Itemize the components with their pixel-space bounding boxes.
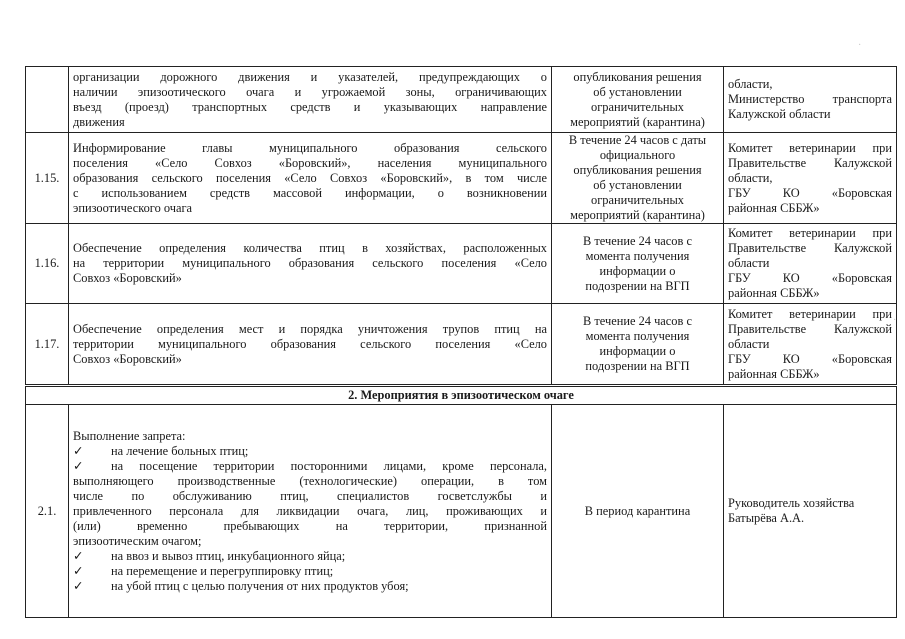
measure-description xyxy=(69,224,552,304)
prohibition-text: выполняющего производственные (технологические) операции, в том xyxy=(73,473,547,488)
measure-responsible xyxy=(724,224,897,304)
prohibition-item xyxy=(73,459,547,474)
prohibition-item xyxy=(73,519,547,534)
term-line: информации о xyxy=(599,344,676,358)
responsible-line: районная СББЖ» xyxy=(728,366,820,381)
description-line: с использованием средств массовой информации, о возникновении xyxy=(73,185,547,200)
measure-description xyxy=(69,304,552,386)
prohibition-item xyxy=(73,534,547,549)
table-row xyxy=(26,304,897,386)
checkmark-icon: ✓ xyxy=(73,458,84,473)
responsible-line: районная СББЖ» xyxy=(728,286,820,300)
responsible-line: Комитет ветеринарии при xyxy=(728,306,892,321)
measure-term xyxy=(552,224,724,304)
section-title: 2. Мероприятия в эпизоотическом очаге xyxy=(26,386,897,405)
measure-term: В период карантина xyxy=(552,405,724,618)
measure-responsible xyxy=(724,405,897,618)
prohibition-text: на перемещение и перегруппировку птиц; xyxy=(111,563,334,578)
term-line: момента получения xyxy=(585,248,690,263)
prohibition-text: (или) временно пребывающих на территории, признанной xyxy=(73,518,547,533)
description-line: Обеспечение определения мест и порядка уничтожения трупов птиц на xyxy=(73,321,547,336)
term-line: мероприятий (карантина) xyxy=(570,114,705,129)
table-row xyxy=(26,67,897,133)
row-number: 1.15. xyxy=(26,133,69,224)
row-number: 1.17. xyxy=(26,304,69,386)
measure-responsible xyxy=(724,133,897,224)
table-row xyxy=(26,224,897,304)
responsible-line: Правительстве Калужской xyxy=(728,321,892,336)
prohibition-item xyxy=(73,474,547,489)
term-line: официального xyxy=(599,148,676,162)
prohibition-text: на убой птиц с целью получения от них продуктов убоя; xyxy=(111,578,409,593)
measures-table-body xyxy=(26,67,897,618)
responsible-line: области xyxy=(728,336,770,351)
term-line: информации о xyxy=(599,263,676,278)
scan-mark: · xyxy=(858,40,862,51)
prohibition-item xyxy=(73,444,547,459)
measure-description xyxy=(69,133,552,224)
measure-term xyxy=(552,304,724,386)
responsible-line: Калужской области xyxy=(728,107,831,121)
description-line: въезд (проезд) транспортных средств и указывающих направление xyxy=(73,99,547,114)
prohibition-text: привлеченного персонала для ликвидации очага, лиц, проживающих и xyxy=(73,503,547,518)
responsible-line: районная СББЖ» xyxy=(728,200,820,215)
term-line: мероприятий (карантина) xyxy=(570,208,705,222)
measure-responsible xyxy=(724,304,897,386)
description-line: на территории муниципального образования сельского поселения «Село xyxy=(73,256,547,270)
checkmark-icon: ✓ xyxy=(73,578,84,593)
responsible-line: области xyxy=(728,256,770,270)
checkmark-icon: ✓ xyxy=(73,563,84,578)
prohibition-item xyxy=(73,579,547,594)
table-row xyxy=(26,405,897,618)
description-line: организации дорожного движения и указателей, предупреждающих о xyxy=(73,69,547,84)
prohibition-text: на посещение территории посторонними лицами, кроме персонала, xyxy=(111,458,547,473)
description-line: Информирование главы муниципального образования сельского xyxy=(73,140,547,155)
responsible-line: Комитет ветеринарии при xyxy=(728,226,892,240)
prohibition-text: на ввоз и вывоз птиц, инкубационного яйца; xyxy=(111,548,346,563)
prohibition-text: эпизоотическим очагом; xyxy=(73,533,202,548)
responsible-line: ГБУ КО «Боровская xyxy=(728,351,892,366)
description-line: поселения «Село Совхоз «Боровский», населения муниципального xyxy=(73,155,547,170)
responsible-line: области, xyxy=(728,77,773,91)
description-line: наличии эпизоотического очага и угрожаемой зоны, ограничивающих xyxy=(73,84,547,99)
description-line: образования сельского поселения «Село Совхоз «Боровский», в том числе xyxy=(73,170,547,185)
responsible-line: Правительстве Калужской xyxy=(728,155,892,170)
prohibition-item xyxy=(73,504,547,519)
term-line: опубликования решения xyxy=(573,69,702,84)
term-line: подозрении на ВГП xyxy=(585,278,690,293)
term-line: В течение 24 часов с xyxy=(583,314,692,328)
row-number: 1.16. xyxy=(26,224,69,304)
responsible-line: Батырёва А.А. xyxy=(728,511,805,525)
description-line: эпизоотического очага xyxy=(73,200,193,215)
term-line: об установлении xyxy=(593,178,682,192)
term-line: ограничительных xyxy=(591,193,684,207)
description-intro: Выполнение запрета: xyxy=(73,428,186,443)
description-line: Совхоз «Боровский» xyxy=(73,351,182,366)
responsible-line: Министерство транспорта xyxy=(728,92,892,106)
checkmark-icon: ✓ xyxy=(73,548,84,563)
description-line: движения xyxy=(73,114,125,129)
responsible-line: Правительстве Калужской xyxy=(728,241,892,255)
term-line: опубликования решения xyxy=(573,163,702,177)
term-line: В течение 24 часов с даты xyxy=(568,133,707,147)
measure-description xyxy=(69,67,552,133)
responsible-line: Руководитель хозяйства xyxy=(728,496,855,510)
row-number: 2.1. xyxy=(26,405,69,618)
prohibition-item xyxy=(73,564,547,579)
measure-responsible xyxy=(724,67,897,133)
term-line: момента получения xyxy=(585,329,690,343)
term-line: В течение 24 часов с xyxy=(583,233,692,248)
prohibition-text: на лечение больных птиц; xyxy=(111,443,249,458)
measures-table xyxy=(25,66,897,618)
term-line: ограничительных xyxy=(591,99,684,114)
term-line: об установлении xyxy=(593,84,682,99)
description-line: территории муниципального образования сельского поселения «Село xyxy=(73,336,547,351)
prohibition-text: числе по обслуживанию птиц, специалистов госветслужбы и xyxy=(73,488,547,503)
term-line: подозрении на ВГП xyxy=(585,359,690,373)
measure-description xyxy=(69,405,552,618)
prohibition-item xyxy=(73,489,547,504)
responsible-line: ГБУ КО «Боровская xyxy=(728,271,892,285)
responsible-line: Комитет ветеринарии при xyxy=(728,140,892,155)
section-header-row xyxy=(26,386,897,405)
description-line: Совхоз «Боровский» xyxy=(73,271,182,285)
scan-mark: · xyxy=(893,315,897,326)
description-line: Обеспечение определения количества птиц в хозяйствах, расположенных xyxy=(73,241,547,255)
table-row xyxy=(26,133,897,224)
responsible-line: ГБУ КО «Боровская xyxy=(728,185,892,200)
measure-term xyxy=(552,67,724,133)
row-number xyxy=(26,67,69,133)
measure-term xyxy=(552,133,724,224)
checkmark-icon: ✓ xyxy=(73,443,84,458)
responsible-line: области, xyxy=(728,170,773,185)
prohibition-item xyxy=(73,549,547,564)
